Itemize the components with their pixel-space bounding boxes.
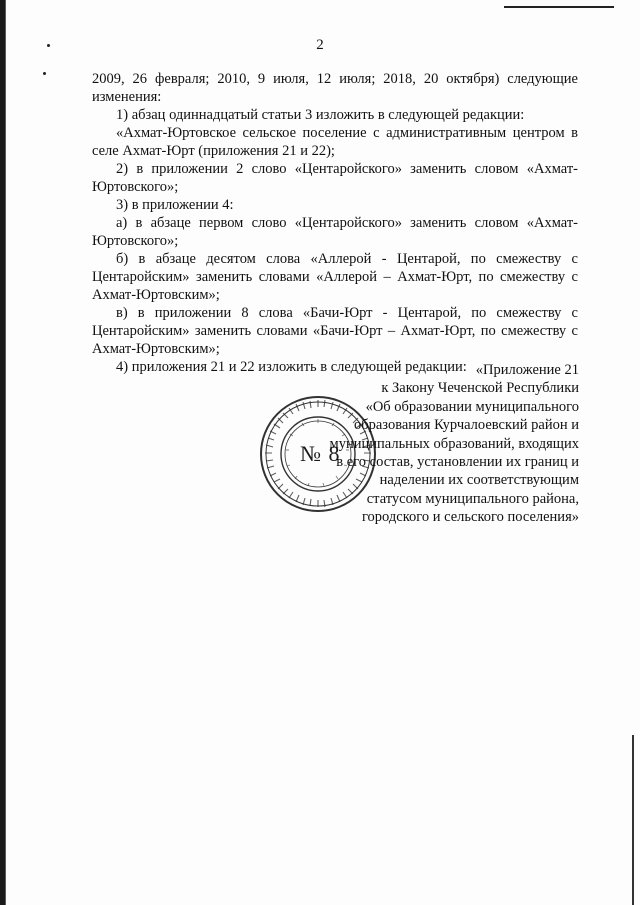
body-text bbox=[92, 70, 578, 376]
appendix-line: статусом муниципального района, bbox=[366, 490, 579, 507]
appendix-line: в его состав, установлении их границ и bbox=[336, 454, 579, 471]
appendix-line: «Приложение 21 bbox=[475, 362, 579, 378]
scan-speck bbox=[43, 72, 46, 75]
appendix-line: муниципальных образований, входящих bbox=[329, 435, 579, 452]
paragraph-intro: 2009, 26 февраля; 2010, 9 июля, 12 июля; 2018, 20 октября) следующие изменения: bbox=[92, 71, 578, 105]
appendix-heading bbox=[290, 361, 579, 527]
paragraph-item-3a: а) в абзаце первом слово «Центаройского» заменить словом «Ахмат-Юртовского»; bbox=[92, 215, 578, 249]
stamp-number: № 8 bbox=[300, 441, 341, 466]
appendix-line: образования Курчалоевский район и bbox=[353, 417, 579, 434]
paragraph-item-3c: в) в приложении 8 слова «Бачи-Юрт - Центарой, по смежеству с Центаройским» заменить словами «Бачи-Юрт – Ахмат-Юрт, по смежеству с Ахмат-Юртовским»; bbox=[92, 305, 578, 357]
appendix-line: городского и сельского поселения» bbox=[361, 509, 579, 526]
paragraph-item-4: 4) приложения 21 и 22 изложить в следующей редакции: bbox=[116, 359, 467, 375]
scan-left-edge bbox=[0, 0, 8, 905]
scan-right-edge bbox=[632, 735, 634, 905]
appendix-line: к Закону Чеченской Республики bbox=[381, 380, 579, 397]
page-number: 2 bbox=[316, 37, 324, 53]
appendix-line: наделении их соответствующим bbox=[379, 472, 579, 489]
appendix-line: «Об образовании муниципального bbox=[365, 398, 579, 415]
paragraph-item-1-text: «Ахмат-Юртовское сельское поселение с административным центром в селе Ахмат-Юрт (приложения 21 и 22); bbox=[92, 125, 578, 159]
paragraph-item-2: 2) в приложении 2 слово «Центаройского» заменить словом «Ахмат-Юртовского»; bbox=[92, 161, 578, 195]
paragraph-item-1: 1) абзац одиннадцатый статьи 3 изложить в следующей редакции: bbox=[116, 107, 525, 123]
top-rule bbox=[504, 6, 614, 8]
paragraph-item-3: 3) в приложении 4: bbox=[116, 197, 234, 213]
paragraph-item-3b: б) в абзаце десятом слова «Аллерой - Центарой, по смежеству с Центаройским» заменить словами «Аллерой – Ахмат-Юрт, по смежеству с Ахмат-Юртовским»; bbox=[92, 251, 578, 303]
